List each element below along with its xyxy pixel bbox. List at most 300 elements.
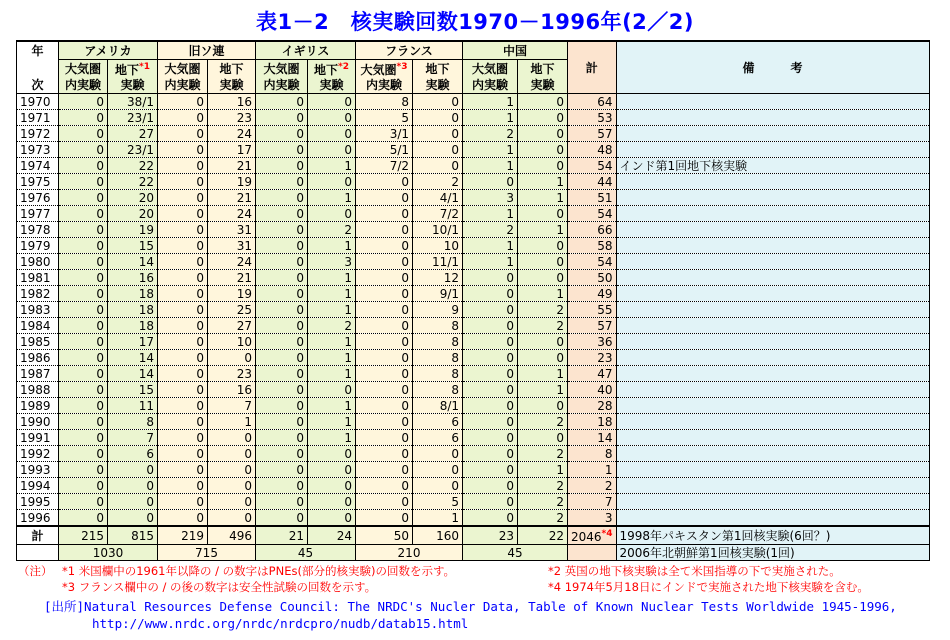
value-cell: 0 bbox=[158, 366, 208, 382]
total-cell: 36 bbox=[568, 334, 617, 350]
value-cell: 0 bbox=[256, 302, 308, 318]
table-row bbox=[17, 494, 930, 510]
value-cell: 0 bbox=[158, 222, 208, 238]
value-cell: 0 bbox=[59, 494, 108, 510]
value-cell: 20 bbox=[108, 206, 158, 222]
total-cell: 66 bbox=[568, 222, 617, 238]
value-cell: 8 bbox=[356, 94, 413, 110]
remark-cell: 1998年パキスタン第1回核実験(6回？) bbox=[616, 526, 929, 545]
remark-cell bbox=[616, 398, 929, 414]
remark-cell bbox=[616, 462, 929, 478]
us-atm-header-top: 大気圏 bbox=[59, 60, 108, 78]
value-cell: 6 bbox=[108, 446, 158, 462]
value-cell: 0 bbox=[158, 414, 208, 430]
table-row bbox=[17, 254, 930, 270]
value-cell: 0 bbox=[158, 238, 208, 254]
value-cell: 2 bbox=[518, 510, 568, 527]
value-cell: 4/1 bbox=[413, 190, 463, 206]
value-cell: 0 bbox=[158, 398, 208, 414]
value-cell: 1 bbox=[308, 350, 356, 366]
notes-label: （注） bbox=[18, 564, 53, 578]
total-cell: 18 bbox=[568, 414, 617, 430]
value-cell: 0 bbox=[256, 158, 308, 174]
value-cell: 0 bbox=[463, 494, 518, 510]
value-cell: 0 bbox=[158, 158, 208, 174]
table-row bbox=[17, 318, 930, 334]
total-value-cell: 22 bbox=[518, 526, 568, 545]
total-cell: 57 bbox=[568, 318, 617, 334]
value-cell: 0 bbox=[308, 382, 356, 398]
year-cell: 1996 bbox=[17, 510, 59, 527]
total-cell: 48 bbox=[568, 142, 617, 158]
value-cell: 0 bbox=[158, 190, 208, 206]
value-cell: 1 bbox=[518, 190, 568, 206]
value-cell: 0 bbox=[518, 254, 568, 270]
value-cell: 0 bbox=[158, 302, 208, 318]
table-row bbox=[17, 398, 930, 414]
value-cell: 0 bbox=[158, 350, 208, 366]
value-cell: 0 bbox=[356, 430, 413, 446]
total-value-cell: 160 bbox=[413, 526, 463, 545]
value-cell: 0 bbox=[256, 142, 308, 158]
value-cell: 0 bbox=[518, 94, 568, 110]
value-cell: 22 bbox=[108, 174, 158, 190]
value-cell: 1 bbox=[308, 302, 356, 318]
value-cell: 31 bbox=[208, 238, 256, 254]
value-cell: 2 bbox=[308, 222, 356, 238]
value-cell: 0 bbox=[463, 350, 518, 366]
value-cell: 0 bbox=[356, 398, 413, 414]
value-cell: 0 bbox=[356, 254, 413, 270]
value-cell: 0 bbox=[158, 318, 208, 334]
uk-atm-header-top: 大気圏 bbox=[256, 60, 308, 78]
value-cell: 0 bbox=[413, 110, 463, 126]
year-cell: 1972 bbox=[17, 126, 59, 142]
value-cell: 0 bbox=[356, 462, 413, 478]
value-cell: 5/1 bbox=[356, 142, 413, 158]
value-cell: 0 bbox=[256, 238, 308, 254]
value-cell: 1 bbox=[308, 334, 356, 350]
remark-cell bbox=[616, 286, 929, 302]
value-cell: 0 bbox=[256, 334, 308, 350]
value-cell: 0 bbox=[356, 366, 413, 382]
value-cell: 19 bbox=[208, 286, 256, 302]
value-cell: 1 bbox=[308, 190, 356, 206]
value-cell: 0 bbox=[463, 446, 518, 462]
value-cell: 0 bbox=[59, 382, 108, 398]
table-row bbox=[17, 94, 930, 110]
value-cell: 0 bbox=[518, 110, 568, 126]
value-cell: 19 bbox=[108, 222, 158, 238]
value-cell: 1 bbox=[463, 206, 518, 222]
value-cell: 0 bbox=[108, 510, 158, 527]
ussr-und-header-bottom: 実験 bbox=[208, 77, 256, 94]
value-cell: 0 bbox=[518, 206, 568, 222]
value-cell: 0 bbox=[208, 462, 256, 478]
remark-cell bbox=[616, 478, 929, 494]
value-cell: 0 bbox=[59, 446, 108, 462]
year-cell: 1975 bbox=[17, 174, 59, 190]
value-cell: 14 bbox=[108, 254, 158, 270]
value-cell: 15 bbox=[108, 382, 158, 398]
year-header-top: 年 bbox=[17, 41, 59, 60]
value-cell: 0 bbox=[208, 446, 256, 462]
year-cell: 1974 bbox=[17, 158, 59, 174]
value-cell: 0 bbox=[59, 286, 108, 302]
value-cell: 0 bbox=[356, 494, 413, 510]
value-cell: 1 bbox=[308, 158, 356, 174]
total-value-cell: 215 bbox=[59, 526, 108, 545]
value-cell: 38/1 bbox=[108, 94, 158, 110]
country-sum-cell: 715 bbox=[158, 545, 256, 561]
value-cell: 23 bbox=[208, 366, 256, 382]
value-cell: 0 bbox=[256, 350, 308, 366]
value-cell: 0 bbox=[356, 174, 413, 190]
value-cell: 1 bbox=[308, 270, 356, 286]
value-cell: 0 bbox=[308, 478, 356, 494]
table-row bbox=[17, 126, 930, 142]
us-und-header-top: 地下$^{*1}$ bbox=[108, 60, 158, 78]
value-cell: 0 bbox=[59, 110, 108, 126]
total-cell: 51 bbox=[568, 190, 617, 206]
value-cell: 0 bbox=[158, 254, 208, 270]
year-cell: 1978 bbox=[17, 222, 59, 238]
uk-und-header-bottom: 実験 bbox=[308, 77, 356, 94]
total-cell: 57 bbox=[568, 126, 617, 142]
value-cell: 0 bbox=[256, 398, 308, 414]
value-cell: 7/2 bbox=[413, 206, 463, 222]
value-cell: 0 bbox=[256, 366, 308, 382]
value-cell: 27 bbox=[108, 126, 158, 142]
value-cell: 0 bbox=[413, 478, 463, 494]
value-cell: 0 bbox=[518, 238, 568, 254]
year-cell: 1970 bbox=[17, 94, 59, 110]
table-row bbox=[17, 478, 930, 494]
value-cell: 31 bbox=[208, 222, 256, 238]
value-cell: 0 bbox=[208, 494, 256, 510]
value-cell: 0 bbox=[356, 318, 413, 334]
value-cell: 1 bbox=[518, 462, 568, 478]
value-cell: 6 bbox=[413, 430, 463, 446]
us-atm-header-bottom: 内実験 bbox=[59, 77, 108, 94]
year-cell: 1984 bbox=[17, 318, 59, 334]
remark-cell bbox=[616, 174, 929, 190]
value-cell: 0 bbox=[463, 398, 518, 414]
remark-cell bbox=[616, 222, 929, 238]
total-cell: 23 bbox=[568, 350, 617, 366]
value-cell: 2 bbox=[518, 414, 568, 430]
table-row bbox=[17, 222, 930, 238]
value-cell: 0 bbox=[413, 94, 463, 110]
total-value-cell: 24 bbox=[308, 526, 356, 545]
value-cell: 0 bbox=[308, 462, 356, 478]
country-header-china: 中国 bbox=[463, 41, 568, 60]
value-cell: 0 bbox=[308, 206, 356, 222]
value-cell: 0 bbox=[59, 126, 108, 142]
remark-cell bbox=[616, 302, 929, 318]
table-row bbox=[17, 302, 930, 318]
value-cell: 0 bbox=[356, 382, 413, 398]
table-row bbox=[17, 430, 930, 446]
total-cell: 8 bbox=[568, 446, 617, 462]
value-cell: 7 bbox=[208, 398, 256, 414]
year-cell: 1971 bbox=[17, 110, 59, 126]
value-cell: 24 bbox=[208, 126, 256, 142]
value-cell: 0 bbox=[59, 302, 108, 318]
year-cell: 1988 bbox=[17, 382, 59, 398]
value-cell: 0 bbox=[518, 126, 568, 142]
value-cell: 2 bbox=[518, 318, 568, 334]
mark1: *1 bbox=[139, 62, 150, 72]
value-cell: 7 bbox=[108, 430, 158, 446]
value-cell: 0 bbox=[518, 398, 568, 414]
table-row bbox=[17, 334, 930, 350]
cn-und-header-bottom: 実験 bbox=[518, 77, 568, 94]
year-cell: 1985 bbox=[17, 334, 59, 350]
value-cell: 0 bbox=[356, 350, 413, 366]
value-cell: 0 bbox=[463, 382, 518, 398]
table-row bbox=[17, 414, 930, 430]
value-cell: 23/1 bbox=[108, 142, 158, 158]
value-cell: 16 bbox=[208, 382, 256, 398]
remark-cell bbox=[616, 190, 929, 206]
remark-cell bbox=[616, 382, 929, 398]
total-value-cell: 50 bbox=[356, 526, 413, 545]
value-cell: 0 bbox=[208, 510, 256, 527]
value-cell: 11 bbox=[108, 398, 158, 414]
note-4: *4 1974年5月18日にインドで実施された地下核実験を含む。 bbox=[548, 580, 869, 594]
value-cell: 0 bbox=[158, 334, 208, 350]
table-row bbox=[17, 510, 930, 527]
value-cell: 0 bbox=[518, 350, 568, 366]
value-cell: 0 bbox=[356, 478, 413, 494]
ussr-und-header-top: 地下 bbox=[208, 60, 256, 78]
value-cell: 8 bbox=[413, 366, 463, 382]
value-cell: 0 bbox=[158, 462, 208, 478]
year-cell: 1973 bbox=[17, 142, 59, 158]
remark-cell bbox=[616, 270, 929, 286]
value-cell: 9 bbox=[413, 302, 463, 318]
value-cell: 2 bbox=[413, 174, 463, 190]
value-cell: 0 bbox=[463, 366, 518, 382]
value-cell: 0 bbox=[463, 302, 518, 318]
value-cell: 0 bbox=[208, 350, 256, 366]
total-cell: 40 bbox=[568, 382, 617, 398]
value-cell: 0 bbox=[208, 430, 256, 446]
value-cell: 0 bbox=[463, 478, 518, 494]
total-cell: 49 bbox=[568, 286, 617, 302]
value-cell: 0 bbox=[308, 174, 356, 190]
value-cell: 0 bbox=[256, 494, 308, 510]
value-cell: 20 bbox=[108, 190, 158, 206]
grand-total-cell: 2046$^{*4}$ bbox=[568, 526, 617, 545]
country-sum-cell: 1030 bbox=[59, 545, 158, 561]
sum-label-empty bbox=[17, 545, 59, 561]
value-cell: 0 bbox=[59, 430, 108, 446]
value-cell: 14 bbox=[108, 366, 158, 382]
value-cell: 0 bbox=[413, 142, 463, 158]
value-cell: 1 bbox=[518, 366, 568, 382]
value-cell: 27 bbox=[208, 318, 256, 334]
value-cell: 0 bbox=[158, 174, 208, 190]
value-cell: 0 bbox=[308, 510, 356, 527]
table-row bbox=[17, 382, 930, 398]
value-cell: 0 bbox=[208, 478, 256, 494]
mark2: *2 bbox=[338, 62, 349, 72]
value-cell: 2 bbox=[308, 318, 356, 334]
value-cell: 1 bbox=[518, 286, 568, 302]
value-cell: 0 bbox=[59, 510, 108, 527]
value-cell: 18 bbox=[108, 318, 158, 334]
note-2: *2 英国の地下核実験は全て米国指導の下で実施された。 bbox=[548, 564, 841, 578]
year-cell: 1980 bbox=[17, 254, 59, 270]
table-row bbox=[17, 350, 930, 366]
source-line-1: [出所]Natural Resources Defense Council: The NRDC's Nucler Data, Table of Known Nuclear Tests Worldwide 1945-1996, bbox=[44, 599, 897, 614]
value-cell: 0 bbox=[59, 142, 108, 158]
total-cell: 44 bbox=[568, 174, 617, 190]
value-cell: 10 bbox=[208, 334, 256, 350]
value-cell: 12 bbox=[413, 270, 463, 286]
value-cell: 0 bbox=[158, 382, 208, 398]
remark-cell bbox=[616, 446, 929, 462]
value-cell: 0 bbox=[518, 430, 568, 446]
value-cell: 0 bbox=[463, 462, 518, 478]
remark-cell bbox=[616, 142, 929, 158]
value-cell: 11/1 bbox=[413, 254, 463, 270]
ussr-atm-header-top: 大気圏 bbox=[158, 60, 208, 78]
total-cell: 2 bbox=[568, 478, 617, 494]
value-cell: 1 bbox=[308, 398, 356, 414]
value-cell: 0 bbox=[256, 286, 308, 302]
note-3: *3 フランス欄中の / の後の数字は安全性試験の回数を示す。 bbox=[62, 580, 377, 594]
country-header-ussr: 旧ソ連 bbox=[158, 41, 256, 60]
value-cell: 0 bbox=[59, 190, 108, 206]
total-cell: 54 bbox=[568, 158, 617, 174]
remark-cell bbox=[616, 318, 929, 334]
value-cell: 0 bbox=[158, 478, 208, 494]
value-cell: 0 bbox=[59, 222, 108, 238]
value-cell: 19 bbox=[208, 174, 256, 190]
value-cell: 0 bbox=[463, 174, 518, 190]
total-cell: 58 bbox=[568, 238, 617, 254]
total-cell: 7 bbox=[568, 494, 617, 510]
value-cell: 0 bbox=[158, 494, 208, 510]
value-cell: 1 bbox=[518, 174, 568, 190]
value-cell: 0 bbox=[463, 318, 518, 334]
total-cell: 55 bbox=[568, 302, 617, 318]
value-cell: 23/1 bbox=[108, 110, 158, 126]
table-row bbox=[17, 206, 930, 222]
source-url[interactable]: http://www.nrdc.org/nrdc/nrdcpro/nudb/datab15.html bbox=[92, 616, 469, 631]
total-cell: 47 bbox=[568, 366, 617, 382]
value-cell: 2 bbox=[518, 446, 568, 462]
value-cell: 0 bbox=[59, 398, 108, 414]
sum-total-empty bbox=[568, 545, 617, 561]
value-cell: 0 bbox=[256, 110, 308, 126]
value-cell: 0 bbox=[356, 286, 413, 302]
value-cell: 1 bbox=[463, 142, 518, 158]
value-cell: 16 bbox=[108, 270, 158, 286]
value-cell: 3/1 bbox=[356, 126, 413, 142]
remark-cell bbox=[616, 94, 929, 110]
value-cell: 0 bbox=[356, 510, 413, 527]
value-cell: 2 bbox=[463, 126, 518, 142]
value-cell: 0 bbox=[308, 446, 356, 462]
total-value-cell: 21 bbox=[256, 526, 308, 545]
value-cell: 5 bbox=[413, 494, 463, 510]
total-value-cell: 496 bbox=[208, 526, 256, 545]
value-cell: 17 bbox=[108, 334, 158, 350]
value-cell: 0 bbox=[256, 462, 308, 478]
remark-cell bbox=[616, 206, 929, 222]
fr-atm-header-bottom: 内実験 bbox=[356, 77, 413, 94]
value-cell: 22 bbox=[108, 158, 158, 174]
value-cell: 1 bbox=[308, 286, 356, 302]
value-cell: 9/1 bbox=[413, 286, 463, 302]
value-cell: 24 bbox=[208, 254, 256, 270]
remark-cell: インド第1回地下核実験 bbox=[616, 158, 929, 174]
country-sum-cell: 210 bbox=[356, 545, 463, 561]
total-cell: 53 bbox=[568, 110, 617, 126]
value-cell: 0 bbox=[59, 478, 108, 494]
total-value-cell: 815 bbox=[108, 526, 158, 545]
value-cell: 1 bbox=[463, 94, 518, 110]
value-cell: 1 bbox=[463, 158, 518, 174]
remark-cell bbox=[616, 350, 929, 366]
total-cell: 28 bbox=[568, 398, 617, 414]
country-header-france: フランス bbox=[356, 41, 463, 60]
value-cell: 8/1 bbox=[413, 398, 463, 414]
remark-cell bbox=[616, 510, 929, 527]
value-cell: 0 bbox=[59, 366, 108, 382]
value-cell: 2 bbox=[518, 494, 568, 510]
remark-cell: 2006年北朝鮮第1回核実験(1回) bbox=[616, 545, 929, 561]
fr-atm-header-top: 大気圏$^{*3}$ bbox=[356, 60, 413, 78]
value-cell: 18 bbox=[108, 302, 158, 318]
fr-und-header-bottom: 実験 bbox=[413, 77, 463, 94]
value-cell: 1 bbox=[308, 414, 356, 430]
value-cell: 0 bbox=[59, 206, 108, 222]
cn-atm-header-top: 大気圏 bbox=[463, 60, 518, 78]
value-cell: 0 bbox=[59, 158, 108, 174]
uk-und-header-top: 地下$^{*2}$ bbox=[308, 60, 356, 78]
country-sum-cell: 45 bbox=[463, 545, 568, 561]
total-header: 計 bbox=[568, 41, 617, 94]
value-cell: 0 bbox=[463, 270, 518, 286]
value-cell: 0 bbox=[308, 110, 356, 126]
value-cell: 0 bbox=[108, 494, 158, 510]
value-cell: 1 bbox=[518, 382, 568, 398]
year-cell: 1982 bbox=[17, 286, 59, 302]
value-cell: 8 bbox=[413, 334, 463, 350]
year-cell: 1979 bbox=[17, 238, 59, 254]
value-cell: 6 bbox=[413, 414, 463, 430]
value-cell: 1 bbox=[413, 510, 463, 527]
value-cell: 3 bbox=[463, 190, 518, 206]
value-cell: 0 bbox=[518, 142, 568, 158]
value-cell: 0 bbox=[158, 206, 208, 222]
value-cell: 7/2 bbox=[356, 158, 413, 174]
value-cell: 0 bbox=[59, 318, 108, 334]
country-header-uk: イギリス bbox=[256, 41, 356, 60]
value-cell: 0 bbox=[256, 318, 308, 334]
remark-cell bbox=[616, 366, 929, 382]
totals-label: 計 bbox=[17, 526, 59, 545]
value-cell: 16 bbox=[208, 94, 256, 110]
value-cell: 0 bbox=[59, 238, 108, 254]
fr-und-header-top: 地下 bbox=[413, 60, 463, 78]
value-cell: 0 bbox=[256, 446, 308, 462]
